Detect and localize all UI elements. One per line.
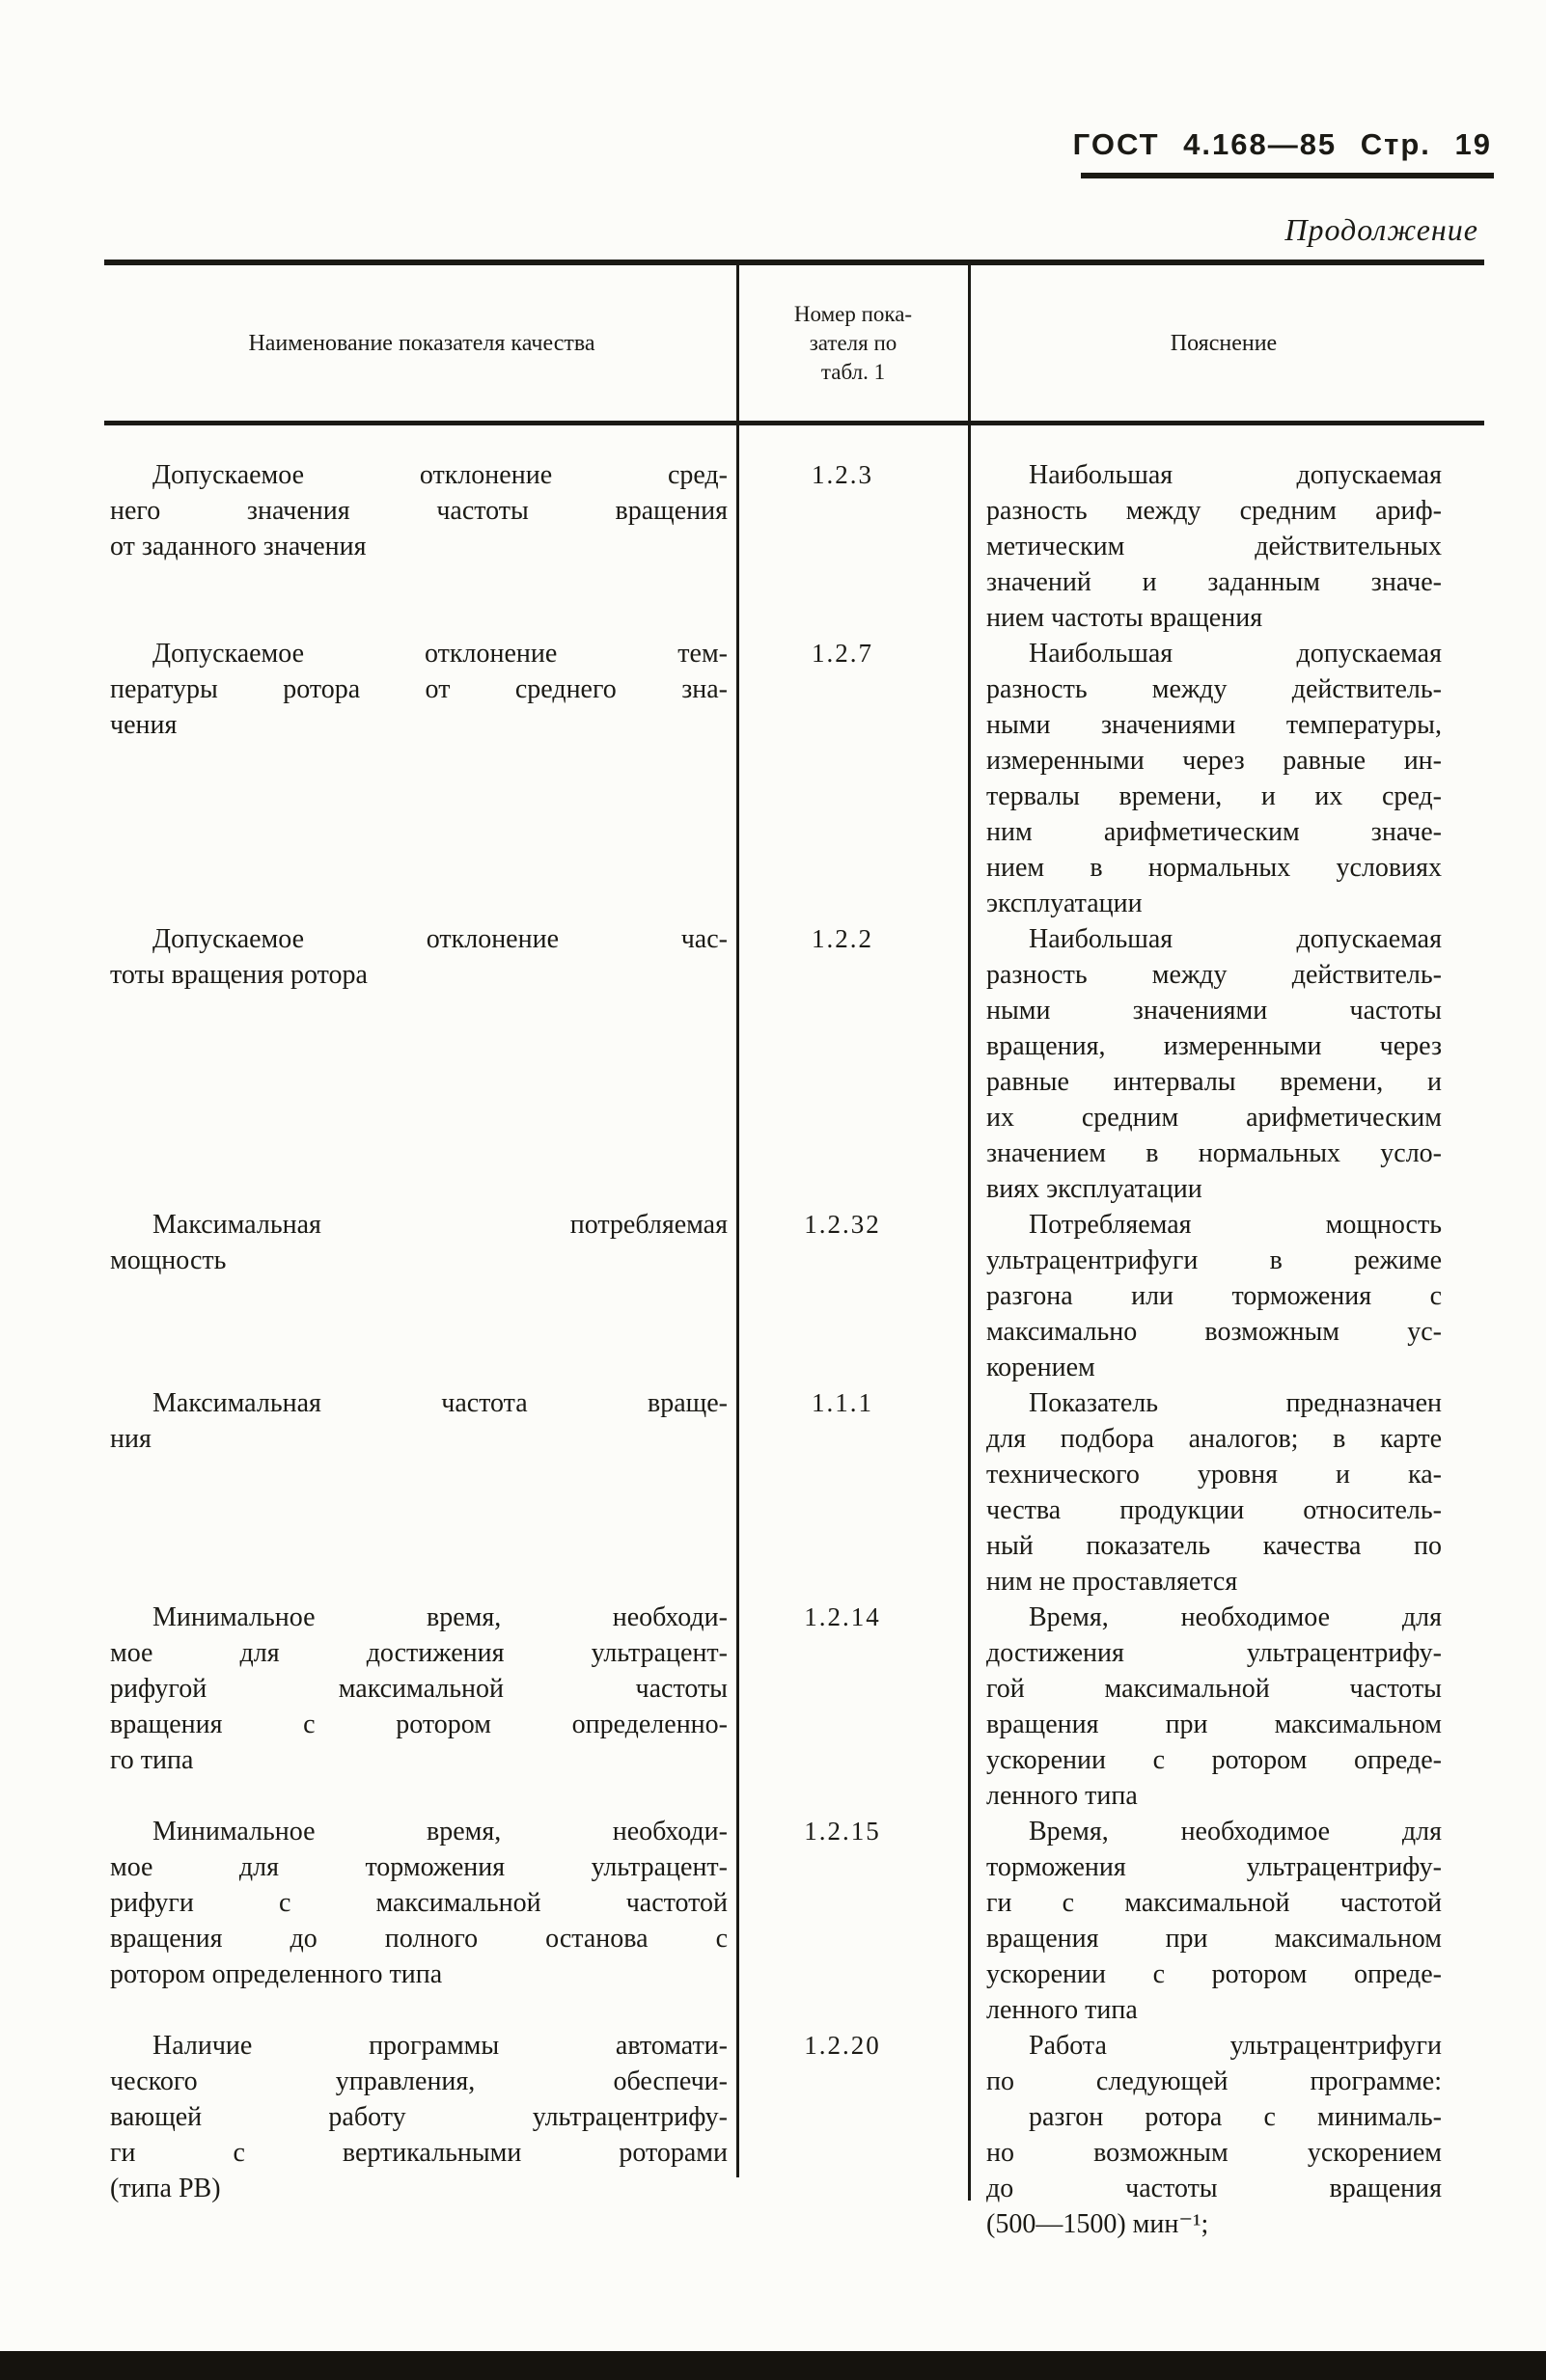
text-line: вращения при максимальном	[986, 1710, 1442, 1739]
indicator-number: 1.2.2	[812, 924, 873, 953]
text-line: ним не проставляется	[986, 1567, 1238, 1597]
indicator-number-cell	[737, 1600, 969, 1635]
column-header-number-line: зателя по	[809, 331, 897, 355]
table-row	[106, 636, 1478, 921]
text-line: торможения ультрацентрифу-	[986, 1852, 1442, 1882]
column-header-number-line: Номер пока-	[793, 302, 913, 326]
indicator-name-cell	[106, 921, 737, 993]
text-line: рифуги с максимальной частотой	[110, 1888, 728, 1918]
text-line: (500—1500) мин⁻¹;	[986, 2209, 1209, 2239]
text-line: эксплуатации	[986, 889, 1143, 918]
text-line: мое для достижения ультрацент-	[110, 1638, 728, 1668]
text-line: рифугой максимальной частоты	[110, 1674, 728, 1704]
continuation-label: Продолжение	[1284, 212, 1478, 247]
text-line: для подбора аналогов; в карте	[986, 1424, 1442, 1454]
text-line: виях эксплуатации	[986, 1174, 1202, 1204]
indicator-name-cell	[106, 1385, 737, 1457]
table-row	[106, 921, 1478, 1207]
text-line: (типа РВ)	[110, 2174, 221, 2203]
text-line: чества продукции относитель-	[986, 1495, 1442, 1525]
text-line: тоты вращения ротора	[110, 960, 368, 990]
text-line: Наличие программы автомати-	[152, 2031, 728, 2061]
table-row	[106, 1385, 1478, 1600]
indicator-number-cell	[737, 1814, 969, 1849]
text-line: вращения при максимальном	[986, 1924, 1442, 1954]
indicator-number-cell	[737, 457, 969, 493]
scan-edge-bar	[0, 2351, 1546, 2380]
explanation-cell	[969, 1385, 1478, 1600]
text-line: Наибольшая допускаемая	[1029, 639, 1442, 669]
text-line: метическим действительных	[986, 532, 1442, 561]
text-line: значением в нормальных усло-	[986, 1138, 1442, 1168]
text-line: пературы ротора от среднего зна-	[110, 674, 728, 704]
indicator-name-cell	[106, 1600, 737, 1778]
text-line: Минимальное время, необходи-	[152, 1817, 728, 1847]
text-line: него значения частоты вращения	[110, 496, 728, 526]
text-line: вращения с ротором определенно-	[110, 1710, 728, 1739]
text-line: ги с максимальной частотой	[986, 1888, 1442, 1918]
indicator-name-cell	[106, 1814, 737, 1992]
text-line: Время, необходимое для	[1029, 1817, 1442, 1847]
text-line: но возможным ускорением	[986, 2138, 1442, 2168]
text-line: значений и заданным значе-	[986, 567, 1442, 597]
column-header-explanation: Пояснение	[1170, 330, 1278, 356]
text-line: Потребляемая мощность	[1029, 1210, 1442, 1240]
text-line: Максимальная потребляемая	[152, 1210, 728, 1240]
table-row	[106, 457, 1478, 636]
text-line: Наибольшая допускаемая	[1029, 924, 1442, 954]
text-line: ческого управления, обеспечи-	[110, 2066, 728, 2096]
text-line: ными значениями частоты	[986, 996, 1442, 1026]
table-body	[106, 457, 1478, 2242]
text-line: ния	[110, 1424, 152, 1454]
indicator-number: 1.2.14	[804, 1602, 881, 1631]
indicator-number: 1.2.32	[804, 1210, 881, 1239]
text-line: тервалы времени, и их сред-	[986, 781, 1442, 811]
indicator-number: 1.2.15	[804, 1817, 881, 1846]
text-line: ускорении с ротором опреде-	[986, 1745, 1442, 1775]
table-header-row	[106, 267, 1478, 420]
indicator-name-cell	[106, 1207, 737, 1278]
explanation-cell	[969, 2028, 1478, 2242]
indicator-number-cell	[737, 2028, 969, 2064]
column-header-number-line: табл. 1	[820, 360, 886, 384]
text-line: разность между средним ариф-	[986, 496, 1442, 526]
text-line: разгона или торможения с	[986, 1281, 1442, 1311]
text-line: по следующей программе:	[986, 2066, 1442, 2096]
explanation-cell	[969, 921, 1478, 1207]
text-line: мое для торможения ультрацент-	[110, 1852, 728, 1882]
text-line: нием в нормальных условиях	[986, 853, 1442, 883]
text-line: ленного типа	[986, 1995, 1138, 2025]
text-line: ги с вертикальными роторами	[110, 2138, 728, 2168]
text-line: максимально возможным ус-	[986, 1317, 1442, 1347]
text-line: Время, необходимое для	[1029, 1602, 1442, 1632]
column-header-number	[737, 300, 969, 387]
column-header-name: Наименование показателя качества	[248, 330, 595, 356]
table-row	[106, 1600, 1478, 1814]
indicator-name-cell	[106, 2028, 737, 2206]
table-row	[106, 1207, 1478, 1385]
indicator-number: 1.1.1	[812, 1388, 873, 1417]
text-line: технического уровня и ка-	[986, 1460, 1442, 1490]
indicator-number: 1.2.20	[804, 2031, 881, 2060]
indicator-number: 1.2.7	[812, 639, 873, 668]
explanation-cell	[969, 1207, 1478, 1385]
text-line: Минимальное время, необходи-	[152, 1602, 728, 1632]
table-header-separator	[104, 421, 1484, 425]
text-line: разгон ротора с минималь-	[1029, 2102, 1442, 2132]
text-line: гой максимальной частоты	[986, 1674, 1442, 1704]
text-line: Работа ультрацентрифуги	[1029, 2031, 1442, 2061]
text-line: ультрацентрифуги в режиме	[986, 1245, 1442, 1275]
text-line: Наибольшая допускаемая	[1029, 460, 1442, 490]
text-line: Допускаемое отклонение час-	[152, 924, 728, 954]
text-line: достижения ультрацентрифу-	[986, 1638, 1442, 1668]
text-line: ный показатель качества по	[986, 1531, 1442, 1561]
text-line: разность между действитель-	[986, 960, 1442, 990]
text-line: ним арифметическим значе-	[986, 817, 1442, 847]
table-row	[106, 1814, 1478, 2028]
table-row	[106, 2028, 1478, 2242]
header-underline	[1081, 173, 1494, 178]
text-line: вращения до полного останова с	[110, 1924, 728, 1954]
text-line: Допускаемое отклонение тем-	[152, 639, 728, 669]
text-line: равные интервалы времени, и	[986, 1067, 1442, 1097]
indicator-name-cell	[106, 636, 737, 743]
text-line: разность между действитель-	[986, 674, 1442, 704]
text-line: Максимальная частота враще-	[152, 1388, 728, 1418]
indicator-name-cell	[106, 457, 737, 564]
explanation-cell	[969, 457, 1478, 636]
text-line: Допускаемое отклонение сред-	[152, 460, 728, 490]
indicator-number-cell	[737, 1385, 969, 1421]
text-line: корением	[986, 1353, 1095, 1382]
text-line: мощность	[110, 1245, 227, 1275]
table-top-rule	[104, 260, 1484, 265]
explanation-cell	[969, 1814, 1478, 2028]
text-line: до частоты вращения	[986, 2174, 1442, 2203]
indicator-number-cell	[737, 1207, 969, 1243]
text-line: ротором определенного типа	[110, 1959, 443, 1989]
text-line: ускорении с ротором опреде-	[986, 1959, 1442, 1989]
explanation-cell	[969, 1600, 1478, 1814]
text-line: го типа	[110, 1745, 194, 1775]
text-line: вращения, измеренными через	[986, 1031, 1442, 1061]
indicator-number-cell	[737, 921, 969, 957]
text-line: ными значениями температуры,	[986, 710, 1442, 740]
page-header: ГОСТ 4.168—85 Стр. 19	[1072, 127, 1492, 161]
text-line: от заданного значения	[110, 532, 367, 561]
text-line: вающей работу ультрацентрифу-	[110, 2102, 728, 2132]
text-line: чения	[110, 710, 178, 740]
explanation-cell	[969, 636, 1478, 921]
indicator-number: 1.2.3	[812, 460, 873, 489]
text-line: их средним арифметическим	[986, 1103, 1442, 1133]
text-line: Показатель предназначен	[1029, 1388, 1442, 1418]
text-line: измеренными через равные ин-	[986, 746, 1442, 776]
text-line: нием частоты вращения	[986, 603, 1263, 633]
text-line: ленного типа	[986, 1781, 1138, 1811]
indicator-number-cell	[737, 636, 969, 671]
